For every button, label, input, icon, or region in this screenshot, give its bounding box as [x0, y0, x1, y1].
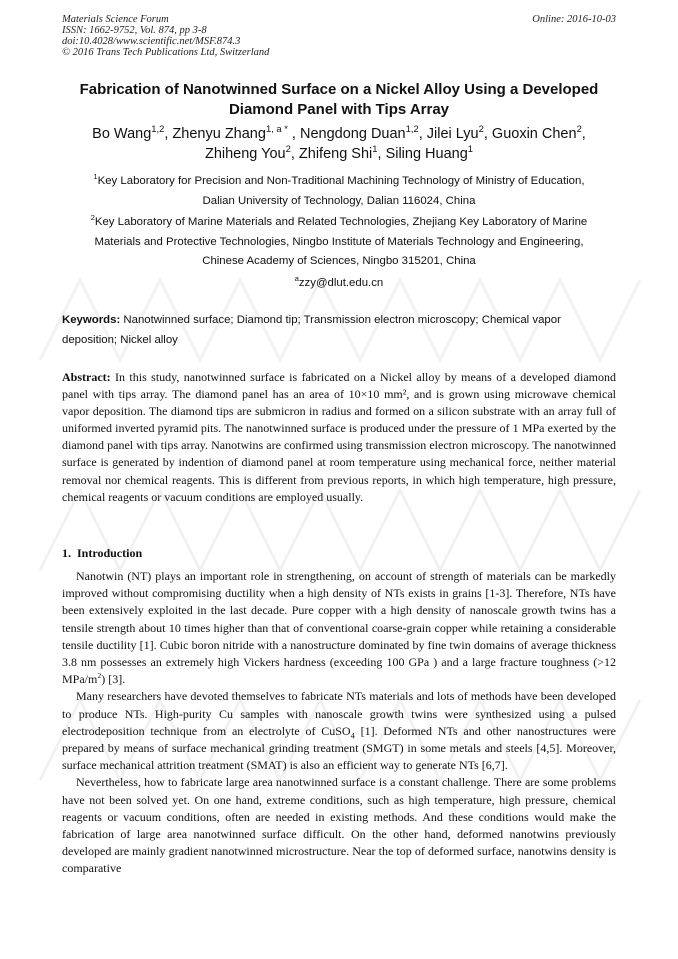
author-line-2: Zhiheng You$^2$, Zhifeng Shi$^1$, Siling Huang$^1$	[204, 143, 474, 162]
affiliation-1: $^1$Key Laboratory for Precision and Non-Traditional Machining Technology of Ministry of Education, Dalian University of Technology, Dalian 116024, China	[93, 172, 585, 207]
author-name: Bo Wang	[92, 126, 152, 142]
title-line-1: Fabrication of Nanotwinned Surface on a Nickel Alloy Using a Developed	[79, 81, 599, 98]
abstract-block	[62, 369, 616, 506]
paragraph: Nevertheless, how to fabricate large area nanotwinned surface is a constant challenge. There are some problems have not been solved yet. On one hand, extreme conditions, such as high temperature, high pressure, chemical reagents or vacuum conditions, often are needed in existing methods. And these conditions would make the fabrication of large area nanotwinned surface difficult. On the other hand, deformed nanotwins previously developed are mainly gradient nanotwinned microstructure. Near the top of deformed surface, nanotwins density is comparative	[62, 775, 616, 876]
section-heading: 1. Introduction	[62, 546, 143, 560]
keywords-text: Nanotwinned surface; Diamond tip; Transmission electron microscopy; Chemical vapor deposition; Nickel alloy	[62, 314, 561, 346]
introduction-body	[62, 568, 616, 878]
keywords-block	[62, 311, 616, 350]
paragraph: Many researchers have devoted themselves to fabricate NTs materials and lots of methods have been developed to produce NTs. High-purity Cu samples with nanoscale growth twins were synthesized using a pulsed electrodeposition technique from an electrolyte of CuSO$_4$ [1]. Deformed NTs and other nanostructures were prepared by means of surface mechanical grinding treatment (SMGT) in some metals and steels [4,5]. Moreover, surface mechanical attrition treatment (SMAT) is also an efficient way to generate NTs [6,7].	[62, 689, 616, 773]
copyright-line: © 2016 Trans Tech Publications Ltd, Switzerland	[62, 47, 270, 58]
author-name: Zhiheng You	[204, 146, 286, 162]
author-name: Nengdong Duan	[300, 126, 406, 142]
journal-header	[62, 14, 616, 58]
issn-line: ISSN: 1662-9752, Vol. 874, pp 3-8	[62, 25, 207, 36]
author-name: Guoxin Chen	[491, 126, 577, 142]
author-name: Siling Huang	[385, 146, 468, 162]
keywords-label: Keywords:	[62, 314, 121, 326]
author-line-1: Bo Wang$^{1,2}$, Zhenyu Zhang$^{1, a *}$ , Nengdong Duan$^{1,2}$, Jilei Lyu$^2$, Guoxin Chen$^2$,	[92, 123, 586, 142]
journal-name: Materials Science Forum	[62, 14, 169, 25]
paper-title	[40, 80, 638, 120]
title-line-2: Diamond Panel with Tips Array	[228, 101, 450, 118]
corresponding-email[interactable]: $^a$zzy@dlut.edu.cn	[294, 274, 384, 289]
paragraph: Nanotwin (NT) plays an important role in strengthening, on account of strength of materials can be markedly improved without compromising ductility when a high density of NTs exists in grains [1-3]. Therefore, NTs have been extensively exploited in the last decade. Pure copper with a high density of nanoscale growth twins has a tensile strength about 10 times higher than that of conventional coarse-grain copper while retaining a considerable tensile ductility [1]. Cubic boron nitride with a nanostructure dominated by fine twin domains of average thickness 3.8 nm possesses an extremely high Vickers hardness (exceeding 100 GPa ) and a large fracture toughness (>12 MPa/$m^2$) [3].	[62, 569, 616, 687]
affiliation-2: $^2$Key Laboratory of Marine Materials and Related Technologies, Zhejiang Key Laboratory of Marine Materials and Protective Technologies, Ningbo Institute of Materials Technology and Engineering, Chinese Academy of Sciences, Ningbo 315201, China	[90, 213, 588, 267]
abstract-label: Abstract:	[62, 370, 111, 384]
author-name: Jilei Lyu	[426, 126, 479, 142]
author-name: Zhenyu Zhang	[172, 126, 266, 142]
doi-line: doi:10.4028/www.scientific.net/MSF.874.3	[62, 36, 241, 47]
abstract-text: In this study, nanotwinned surface is fabricated on a Nickel alloy by means of a developed diamond panel with tips array. The diamond panel has an area of 10×10 mm², and is grown using microwave chemical vapor deposition. The diamond tips are submicron in radius and formed on a silicon substrate with an array full of uniformed inverted pyramid pits. The nanotwinned surface is produced under the pressure of 1 MPa exerted by the diamond panel with tips array. Nanotwins are confirmed using transmission electron microscopy. The nanotwinned surface is generated by indention of diamond panel at room temperature using mechanical force, neither material removal nor chemical reagents. This is different from previous reports, in which high temperature, high pressure, chemical reagents or vacuum conditions are employed usually.	[62, 370, 616, 504]
author-list	[40, 124, 638, 164]
author-name: Zhifeng Shi	[298, 146, 373, 162]
online-date: Online: 2016-10-03	[532, 14, 616, 25]
